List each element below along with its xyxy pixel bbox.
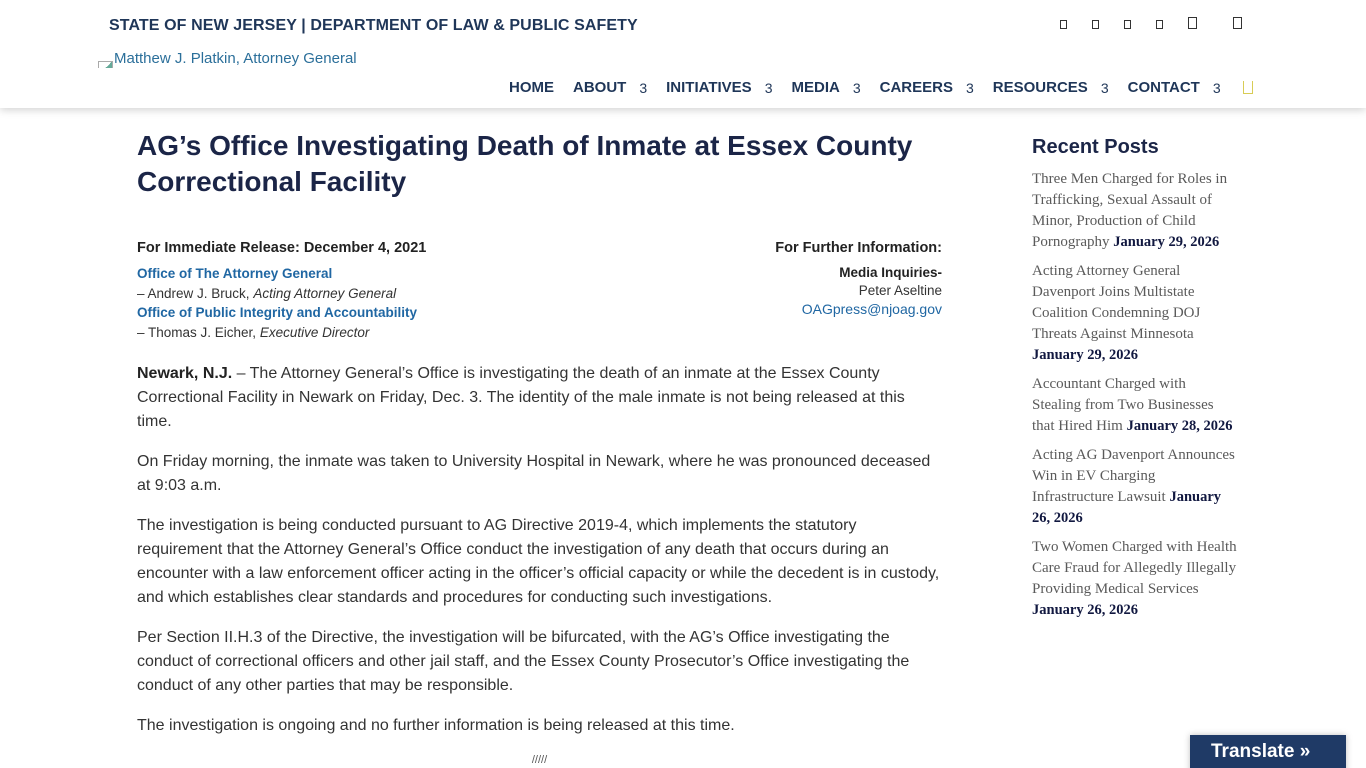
nav-about[interactable] xyxy=(573,79,647,96)
post-date: January 29, 2026 xyxy=(1113,234,1220,250)
site-logo[interactable] xyxy=(98,52,357,68)
release-info xyxy=(137,240,942,360)
further-info-heading: For Further Information: xyxy=(775,240,942,256)
facebook-icon[interactable] xyxy=(1060,20,1067,29)
nav-label: ABOUT xyxy=(573,79,627,96)
nav-label: CAREERS xyxy=(879,79,953,96)
office-person xyxy=(137,323,426,343)
dateline: Newark, N.J. xyxy=(137,365,233,382)
nav-media[interactable] xyxy=(791,79,860,96)
article-body xyxy=(137,362,942,766)
paragraph xyxy=(137,362,942,434)
post-link[interactable]: Acting Attorney General Davenport Joins Multistate Coalition Condemning DOJ Threats Against Minnesota xyxy=(1032,263,1201,342)
youtube-icon[interactable] xyxy=(1156,20,1163,29)
release-date: For Immediate Release: December 4, 2021 xyxy=(137,240,427,256)
post-link[interactable]: Two Women Charged with Health Care Fraud for Allegedly Illegally Providing Medical Services xyxy=(1032,539,1237,597)
broken-image-icon xyxy=(98,61,113,68)
recent-post xyxy=(1032,537,1237,621)
article xyxy=(137,128,942,766)
linkedin-icon[interactable] xyxy=(1188,17,1197,29)
person-name: – Thomas J. Eicher, xyxy=(137,324,260,340)
person-name: – Andrew J. Bruck, xyxy=(137,285,254,301)
recent-post xyxy=(1032,261,1237,366)
chevron-down-icon: 3 xyxy=(965,79,974,96)
person-role: Executive Director xyxy=(259,324,370,340)
recent-post xyxy=(1032,169,1237,253)
page-title: AG’s Office Investigating Death of Inmate at Essex County Correctional Facility xyxy=(137,130,913,197)
media-inquiries-label: Media Inquiries- xyxy=(839,265,942,280)
paragraph-text: – The Attorney General’s Office is investigating the death of an inmate at the Essex County Correctional Facility in Newark on Friday, Dec. 3. The identity of the male inmate is not being released at this time. xyxy=(137,365,905,430)
contact-name: Peter Aseltine xyxy=(858,283,942,298)
search-icon[interactable] xyxy=(1243,81,1253,94)
chevron-down-icon: 3 xyxy=(852,79,861,96)
release-left xyxy=(137,240,426,342)
nav-careers[interactable] xyxy=(880,79,974,96)
main-nav xyxy=(509,79,1253,96)
site-header xyxy=(0,0,1366,108)
end-marker: ///// xyxy=(531,754,548,766)
recent-post xyxy=(1032,374,1237,437)
paragraph: The investigation is ongoing and no further information is being released at this time. xyxy=(137,717,735,734)
nav-label: CONTACT xyxy=(1127,79,1200,96)
paragraph: Per Section II.H.3 of the Directive, the investigation will be bifurcated, with the AG’s Office investigating the conduct of correctional officers and other jail staff, and the Essex County Prosecutor’s Office investigating the conduct of any other parties that may be responsible. xyxy=(137,629,910,694)
post-link[interactable]: Acting AG Davenport Announces Win in EV Charging Infrastructure Lawsuit xyxy=(1032,447,1235,505)
further-info xyxy=(775,240,942,319)
office-person xyxy=(137,284,426,304)
post-date: January 28, 2026 xyxy=(1126,418,1233,434)
logo-alt-text: Matthew J. Platkin, Attorney General xyxy=(114,52,357,67)
twitter-icon[interactable] xyxy=(1092,20,1099,29)
recent-post xyxy=(1032,445,1237,529)
post-link[interactable]: Three Men Charged for Roles in Trafficking, Sexual Assault of Minor, Production of Child Pornography xyxy=(1032,171,1228,250)
sidebar-heading: Recent Posts xyxy=(1032,136,1159,158)
chevron-down-icon: 3 xyxy=(1100,79,1109,96)
chevron-down-icon: 3 xyxy=(639,79,648,96)
chevron-down-icon: 3 xyxy=(764,79,773,96)
nav-initiatives[interactable] xyxy=(666,79,772,96)
post-link[interactable]: Accountant Charged with Stealing from Two Businesses that Hired Him xyxy=(1032,376,1214,434)
department-title: STATE OF NEW JERSEY | DEPARTMENT OF LAW & PUBLIC SAFETY xyxy=(109,17,638,34)
person-role: Acting Attorney General xyxy=(253,285,397,301)
post-date: January 26, 2026 xyxy=(1032,489,1222,526)
press-email-link[interactable]: OAGpress@njoag.gov xyxy=(801,301,942,317)
rss-icon[interactable] xyxy=(1233,17,1242,29)
social-links xyxy=(1060,16,1278,29)
nav-label: HOME xyxy=(509,79,554,96)
instagram-icon[interactable] xyxy=(1124,20,1131,29)
translate-button[interactable]: Translate » xyxy=(1190,735,1346,768)
post-date: January 26, 2026 xyxy=(1032,602,1138,618)
office-link[interactable]: Office of The Attorney General xyxy=(137,266,333,281)
office-link[interactable]: Office of Public Integrity and Accountability xyxy=(137,305,418,320)
nav-home[interactable] xyxy=(509,79,554,96)
recent-posts-sidebar xyxy=(1032,136,1237,629)
nav-label: INITIATIVES xyxy=(666,79,752,96)
nav-contact[interactable] xyxy=(1128,79,1221,96)
nav-label: RESOURCES xyxy=(992,79,1088,96)
paragraph: The investigation is being conducted pursuant to AG Directive 2019-4, which implements the statutory requirement that the Attorney General’s Office conduct the investigation of any death that occurs during an encounter with a law enforcement officer acting in the officer’s official capacity or while the decedent is in custody, and which establishes clear standards and procedures for conducting such investigations. xyxy=(137,517,940,606)
nav-resources[interactable] xyxy=(993,79,1109,96)
paragraph: On Friday morning, the inmate was taken to University Hospital in Newark, where he was pronounced deceased at 9:03 a.m. xyxy=(137,453,931,494)
nav-label: MEDIA xyxy=(791,79,840,96)
post-date: January 29, 2026 xyxy=(1032,347,1138,363)
chevron-down-icon: 3 xyxy=(1212,79,1221,96)
